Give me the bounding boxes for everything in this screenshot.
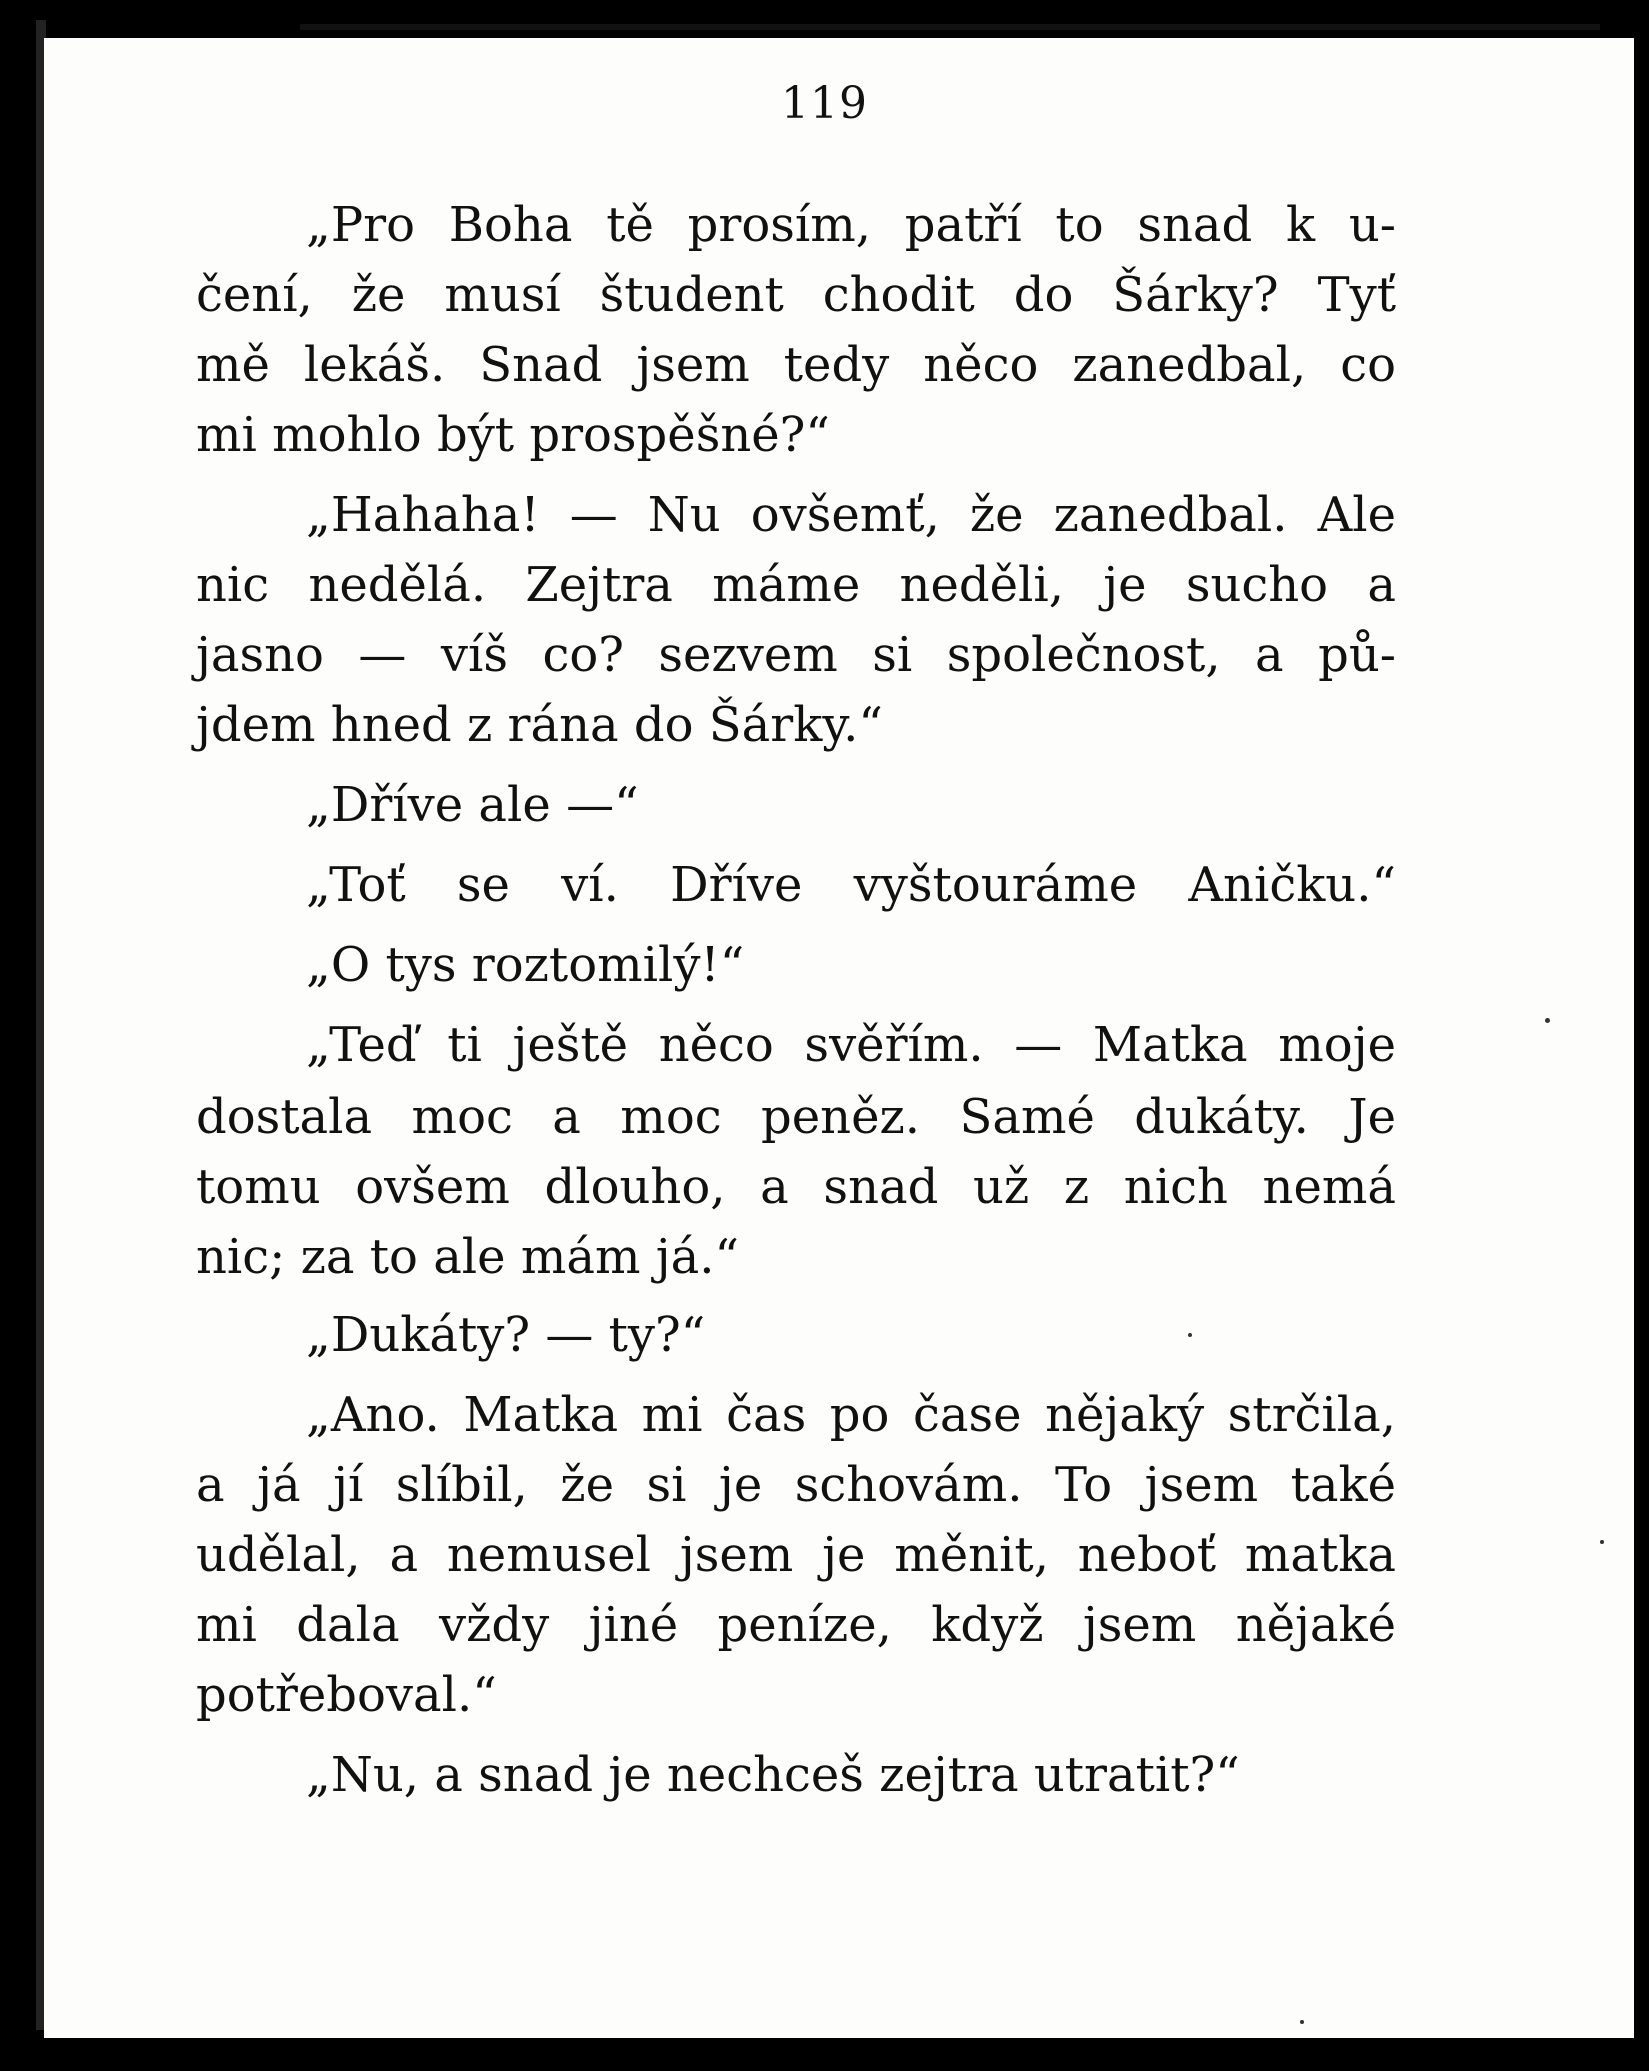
- top-edge-shadow: [300, 24, 1600, 30]
- text-line: čení, že musí študent chodit do Šárky? Tyť: [196, 267, 1396, 323]
- text-line: mě lekáš. Snad jsem tedy něco zanedbal, co: [196, 337, 1396, 393]
- text-line: a já jí slíbil, že si je schovám. To jsem také: [196, 1457, 1396, 1513]
- page-number: 119: [781, 78, 868, 129]
- text-line: dostala moc a moc peněz. Samé dukáty. Je: [196, 1089, 1396, 1145]
- text-line: „O tys roztomilý!“: [306, 937, 745, 993]
- text-line: „Dukáty? — ty?“: [306, 1307, 706, 1363]
- dust-speck: [1300, 2020, 1304, 2024]
- text-line: nic nedělá. Zejtra máme neděli, je sucho a: [196, 557, 1396, 613]
- scan-left-border: [0, 0, 44, 2071]
- text-line: nic; za to ale mám já.“: [196, 1229, 740, 1285]
- dust-speck: [1545, 1018, 1550, 1023]
- text-line: „Hahaha! — Nu ovšemť, že zanedbal. Ale: [306, 487, 1396, 543]
- text-line: tomu ovšem dlouho, a snad už z nich nemá: [196, 1159, 1396, 1215]
- text-line: „Nu, a snad je nechceš zejtra utratit?“: [306, 1747, 1240, 1803]
- text-line: „Teď ti ještě něco svěřím. — Matka moje: [306, 1017, 1396, 1073]
- text-line: „Pro Boha tě prosím, patří to snad k u-: [306, 197, 1396, 253]
- text-line: potřeboval.“: [196, 1667, 497, 1723]
- text-line: udělal, a nemusel jsem je měnit, neboť matka: [196, 1527, 1396, 1583]
- text-line: jasno — víš co? sezvem si společnost, a pů-: [196, 627, 1396, 683]
- text-line: mi dala vždy jiné peníze, když jsem nějaké: [196, 1597, 1396, 1653]
- dust-speck: [1600, 1540, 1604, 1544]
- text-line: „Ano. Matka mi čas po čase nějaký strčila,: [306, 1387, 1396, 1443]
- text-line: „Toť se ví. Dříve vyštouráme Aničku.“: [306, 857, 1396, 913]
- dust-speck: [1188, 1333, 1192, 1337]
- text-line: „Dříve ale —“: [306, 777, 639, 833]
- text-line: mi mohlo být prospěšné?“: [196, 407, 830, 463]
- text-line: jdem hned z rána do Šárky.“: [196, 697, 883, 753]
